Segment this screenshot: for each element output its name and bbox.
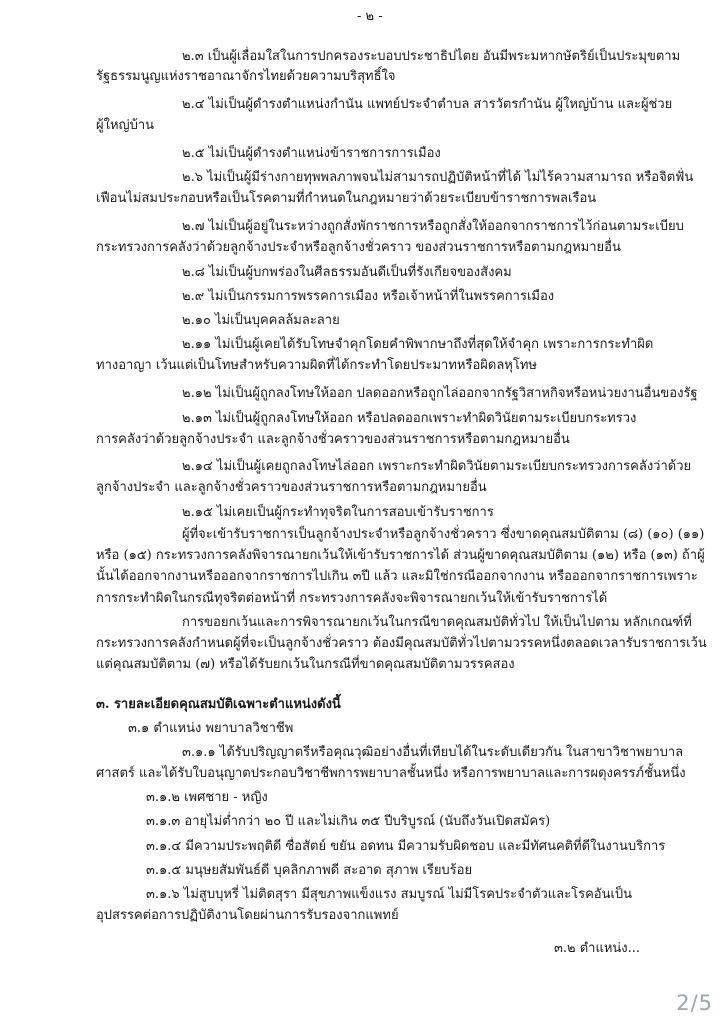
text-line: ๓.๑.๓ อายุไม่ต่ำกว่า ๒๐ ปี และไม่เกิน ๓๕ ปีบริบูรณ์ (นับถึงวันเปิดสมัคร) — [146, 814, 551, 829]
text-line: ๓.๑.๕ มนุษยสัมพันธ์ดี บุคลิกภาพดี สะอาด สุภาพ เรียบร้อย — [146, 863, 473, 878]
text-line: อุปสรรคต่อการปฏิบัติงานโดยผ่านการรับรองจากแพทย์ — [96, 908, 399, 923]
text-line: ผู้ใหญ่บ้าน — [96, 118, 155, 133]
page-number: - ๒ - — [357, 9, 383, 24]
text-line: นั้นได้ออกจากงานหรือออกจากราชการไปเกิน ๓ปี แล้ว และมิใช่กรณีออกจากงาน หรือออกจากราชการเพราะ — [96, 569, 698, 584]
text-line: กระทรวงการคลังว่าด้วยลูกจ้างประจำหรือลูกจ้างชั่วคราว ของส่วนราชการหรือตามกฎหมายอื่น — [96, 240, 621, 255]
text-line: ๒.๔ ไม่เป็นผู้ดำรงตำแหน่งกำนัน แพทย์ประจำตำบล สารวัตรกำนัน ผู้ใหญ่บ้าน และผู้ช่วย — [182, 97, 673, 112]
text-line: ๒.๗ ไม่เป็นผู้อยู่ในระหว่างถูกสั่งพักราชการหรือถูกสั่งให้ออกจากราชการไว้ก่อนตามระเบียบ — [182, 219, 684, 234]
text-line: ๒.๑๑ ไม่เป็นผู้เคยได้รับโทษจำคุกโดยคำพิพากษาถึงที่สุดให้จำคุก เพราะการกระทำผิด — [182, 337, 654, 352]
text-line: ๒.๓ เป็นผู้เลื่อมใสในการปกครองระบอบประชาธิปไตย อันมีพระมหากษัตริย์เป็นประมุขตาม — [182, 49, 681, 64]
text-line: ๒.๑๔ ไม่เป็นผู้เคยถูกลงโทษไล่ออก เพราะกระทำผิดวินัยตามระเบียบกระทรวงการคลังว่าด้วย — [182, 459, 692, 474]
text-line: รัฐธรรมนูญแห่งราชอาณาจักรไทยด้วยความบริสุทธิ์ใจ — [96, 69, 396, 84]
text-line: ๒.๑๓ ไม่เป็นผู้ถูกลงโทษให้ออก หรือปลดออกเพราะทำผิดวินัยตามระเบียบกระทรวง — [182, 411, 637, 426]
text-line: ๒.๑๒ ไม่เป็นผู้ถูกลงโทษให้ออก ปลดออกหรือถูกไล่ออกจากรัฐวิสาหกิจหรือหน่วยงานอื่นของรัฐ — [182, 386, 698, 401]
text-line: ๒.๑๕ ไม่เคยเป็นผู้กระทำทุจริตในการสอบเข้ารับราชการ — [182, 505, 494, 520]
text-line: ทางอาญา เว้นแต่เป็นโทษสำหรับความผิดที่ได้กระทำโดยประมาทหรือผิดลหุโทษ — [96, 358, 537, 373]
section-heading: ๓. รายละเอียดคุณสมบัติเฉพาะตำแหน่งดังนี้ — [96, 697, 341, 712]
text-line: กระทรวงการคลังกำหนดผู้ที่จะเป็นลูกจ้างชั่วคราว ต้องมีคุณสมบัติทั่วไปตามวรรคหนึ่งตลอดเวลารับราชการเว้น — [96, 636, 707, 651]
text-line: ๓.๑.๖ ไม่สูบบุหรี่ ไม่ติดสุรา มีสุขภาพแข็งแรง สมบูรณ์ ไม่มีโรคประจำตัวและโรคอันเป็น — [146, 887, 633, 902]
text-line: ผู้ที่จะเข้ารับราชการเป็นลูกจ้างประจำหรือลูกจ้างชั่วคราว ซึ่งขาดคุณสมบัติตาม (๘) (๑๐) (๑๑) — [182, 527, 705, 542]
text-line: การขอยกเว้นและการพิจารณายกเว้นในกรณีขาดคุณสมบัติทั่วไป ให้เป็นไปตาม หลักเกณฑ์ที่ — [182, 615, 692, 630]
text-line: การกระทำผิดในกรณีทุจริตต่อหน้าที่ กระทรวงการคลังจะพิจารณายกเว้นให้เข้ารับราชการได้ — [96, 591, 608, 606]
text-line: แต่คุณสมบัติตาม (๗) หรือได้รับยกเว้นในกรณีที่ขาดคุณสมบัติตามวรรคสอง — [96, 657, 515, 672]
text-line: ๒.๘ ไม่เป็นผู้บกพร่องในศีลธรรมอันดีเป็นที่รังเกียจของสังคม — [182, 265, 512, 280]
text-line: ๓.๑.๑ ได้รับปริญญาตรีหรือคุณวุฒิอย่างอื่นที่เทียบได้ในระดับเดียวกัน ในสาขาวิชาพยาบาล — [182, 745, 684, 760]
position-title: ๓.๑ ตำแหน่ง พยาบาลวิชาชีพ — [128, 721, 294, 736]
text-line: ๓.๑.๔ มีความประพฤติดี ซื่อสัตย์ ขยัน อดทน มีความรับผิดชอบ และมีทัศนคติที่ดีในงานบริการ — [146, 839, 666, 854]
text-line: การคลังว่าด้วยลูกจ้างประจำ และลูกจ้างชั่วคราวของส่วนราชการหรือตามกฎหมายอื่น — [96, 432, 570, 447]
text-line: ๓.๑.๒ เพศชาย - หญิง — [146, 790, 268, 805]
text-line: ลูกจ้างประจำ และลูกจ้างชั่วคราวของส่วนราชการหรือตามกฎหมายอื่น — [96, 480, 487, 495]
text-line: ๒.๙ ไม่เป็นกรรมการพรรคการเมือง หรือเจ้าหน้าที่ในพรรคการเมือง — [182, 289, 555, 304]
text-line: ๒.๕ ไม่เป็นผู้ดำรงตำแหน่งข้าราชการการเมือง — [182, 146, 441, 161]
text-line: ศาสตร์ และได้รับใบอนุญาตประกอบวิชาชีพการพยาบาลชั้นหนึ่ง หรือการพยาบาลและการผดุงครรภ์ชั้นหนึ่ง — [96, 766, 686, 781]
text-line: ๒.๖ ไม่เป็นผู้มีร่างกายทุพพลภาพจนไม่สามารถปฏิบัติหน้าที่ได้ ไม่ไร้ความสามารถ หรือจิตฟั่น — [182, 170, 694, 185]
continuation-note: ๓.๒ ตำแหน่ง... — [554, 941, 641, 956]
viewer-page-indicator: 2/5 — [676, 991, 713, 1015]
text-line: หรือ (๑๕) กระทรวงการคลังพิจารณายกเว้นให้เข้ารับราชการได้ ส่วนผู้ขาดคุณสมบัติตาม (๑๒) หรือ (๑๓) ถ้าผู้ — [96, 548, 705, 563]
text-line: เฟือนไม่สมประกอบหรือเป็นโรคตามที่กำหนดในกฎหมายว่าด้วยระเบียบข้าราชการพลเรือน — [96, 191, 597, 206]
text-line: ๒.๑๐ ไม่เป็นบุคคลล้มละลาย — [182, 313, 340, 328]
